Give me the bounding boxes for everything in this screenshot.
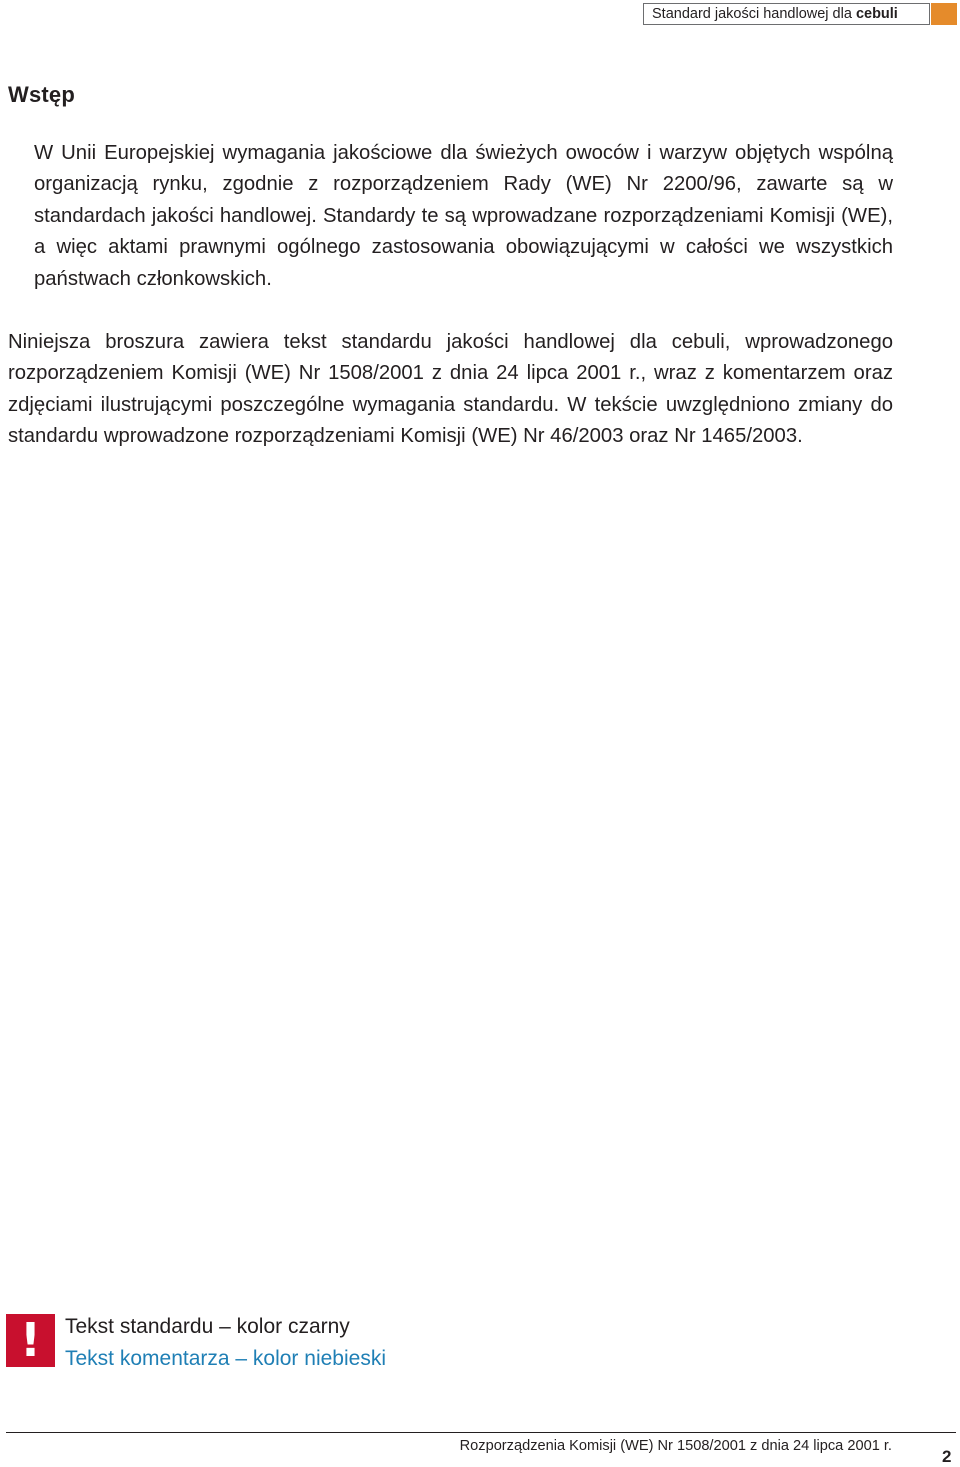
running-header-label: Standard jakości handlowej dla <box>652 6 852 22</box>
intro-paragraph-2: Niniejsza broszura zawiera tekst standardu jakości handlowej dla cebuli, wprowadzonego rozporządzeniem Komisji (WE) Nr 1508/2001 z dnia 24 lipca 2001 r., wraz z komentarzem oraz zdjęciami ilustrującymi poszczególne wymagania standardu. W tekście uwzględniono zmiany do standardu wprowadzone rozporządzeniami Komisji (WE) Nr 46/2003 oraz Nr 1465/2003. <box>8 331 893 448</box>
page-number: 2 <box>942 1447 952 1466</box>
footer-divider <box>6 1432 956 1433</box>
legend-commentary-text: Tekst komentarza – kolor niebieski <box>65 1347 386 1370</box>
running-header-bold: cebuli <box>855 6 898 22</box>
header-accent-block <box>931 3 957 25</box>
legend-standard-text: Tekst standardu – kolor czarny <box>65 1315 350 1338</box>
intro-paragraph-1: W Unii Europejskiej wymagania jakościowe dla świeżych owoców i warzyw objętych wspólną organizacją rynku, zgodnie z rozporządzeniem Rady (WE) Nr 2200/96, zawarte są w standardach jakości handlowej. Standardy te są wprowadzane rozporządzeniami Komisji (WE), a więc aktami prawnymi ogólnego zastosowania obowiązującymi w całości we wszystkich państwach członkowskich. <box>34 142 893 290</box>
exclamation-icon: ! <box>6 1314 55 1367</box>
footer-citation: Rozporządzenia Komisji (WE) Nr 1508/2001 z dnia 24 lipca 2001 r. <box>459 1438 892 1454</box>
section-title: Wstęp <box>8 82 75 107</box>
running-header <box>643 3 930 25</box>
